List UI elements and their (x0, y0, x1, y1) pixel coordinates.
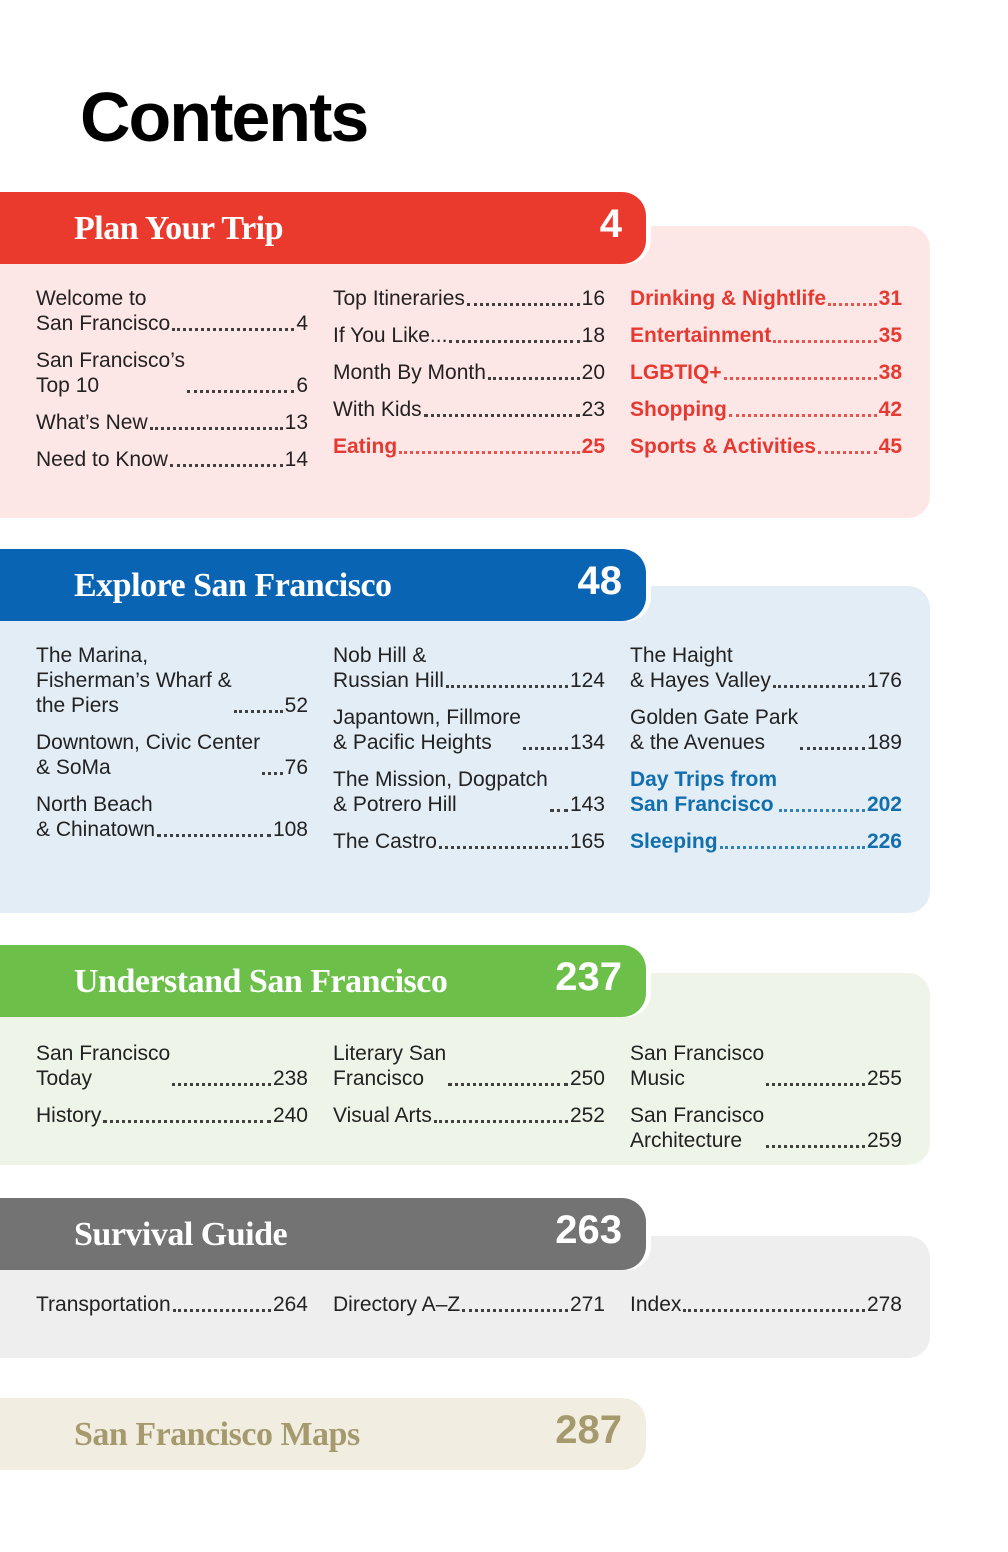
toc-entry-page: 14 (284, 448, 308, 471)
section-title: San Francisco Maps (74, 1416, 360, 1453)
toc-entry-title: LGBTIQ+ (630, 361, 722, 384)
dot-leader (448, 1083, 568, 1086)
dot-leader (523, 747, 568, 750)
section-page-number: 287 (555, 1408, 622, 1452)
dot-leader (720, 846, 865, 849)
dot-leader (773, 685, 865, 688)
toc-column (333, 1041, 605, 1140)
section-survival-guide (0, 1198, 1008, 1363)
dot-leader (434, 1120, 568, 1123)
toc-entry[interactable] (630, 1292, 902, 1317)
toc-entry[interactable] (333, 323, 605, 348)
toc-entry[interactable] (36, 447, 308, 472)
dot-leader (399, 451, 579, 454)
section-page-number: 48 (577, 559, 622, 603)
toc-entry[interactable] (36, 286, 308, 336)
toc-entry-page: 255 (866, 1067, 902, 1090)
dot-leader (187, 390, 294, 393)
section-header[interactable] (0, 192, 646, 264)
toc-entry-title: Downtown, Civic Center & SoMa (36, 731, 261, 779)
dot-leader (170, 464, 283, 467)
toc-entry-title: Eating (333, 435, 398, 458)
section-title: Survival Guide (74, 1216, 288, 1253)
section-title: Plan Your Trip (74, 210, 284, 247)
dot-leader (462, 1309, 568, 1312)
dot-leader (449, 340, 579, 343)
toc-entry[interactable] (333, 286, 605, 311)
section-san-francisco-maps (0, 1398, 1008, 1470)
toc-entry-title: History (36, 1104, 102, 1127)
toc-entry-title: Top Itineraries (333, 287, 465, 310)
dot-leader (172, 1083, 271, 1086)
toc-entry-title: Visual Arts (333, 1104, 432, 1127)
toc-entry[interactable] (36, 1292, 308, 1317)
toc-entry-title: Japantown, Fillmore & Pacific Heights (333, 706, 521, 754)
toc-entry-page: 6 (296, 374, 308, 397)
toc-entry-title: Literary San Francisco (333, 1042, 447, 1090)
toc-entry-title: The Marina, Fisherman’s Wharf & the Piers (36, 644, 232, 717)
toc-entry-page: 20 (581, 361, 605, 384)
toc-column (333, 1292, 605, 1329)
toc-entry-page: 240 (272, 1104, 308, 1127)
toc-entry-title: Shopping (630, 398, 727, 421)
toc-entry[interactable] (630, 434, 902, 459)
dot-leader (773, 340, 876, 343)
dot-leader (766, 1083, 865, 1086)
toc-entry-page: 35 (878, 324, 902, 347)
toc-entry[interactable] (333, 397, 605, 422)
section-title: Understand San Francisco (74, 963, 448, 1000)
toc-entry-page: 252 (569, 1104, 605, 1127)
toc-entry-title: North Beach & Chinatown (36, 793, 156, 841)
toc-entry-page: 226 (866, 830, 902, 853)
toc-entry-page: 271 (569, 1293, 605, 1316)
dot-leader (262, 772, 283, 775)
toc-column (36, 643, 308, 854)
toc-entry[interactable] (630, 286, 902, 311)
toc-entry-page: 76 (284, 756, 308, 779)
toc-entry-page: 13 (284, 411, 308, 434)
toc-column (333, 643, 605, 866)
toc-entry[interactable] (630, 829, 902, 854)
toc-entry-page: 25 (581, 435, 605, 458)
toc-entry[interactable] (333, 360, 605, 385)
section-header[interactable] (0, 549, 646, 621)
toc-entry[interactable] (36, 643, 308, 718)
dot-leader (467, 303, 580, 306)
toc-entry[interactable] (630, 397, 902, 422)
dot-leader (424, 414, 580, 417)
toc-entry-title: Entertainment (630, 324, 772, 347)
toc-entry-title: Need to Know (36, 448, 168, 471)
toc-entry-page: 250 (569, 1067, 605, 1090)
toc-entry-page: 165 (569, 830, 605, 853)
toc-entry-page: 38 (878, 361, 902, 384)
toc-entry-page: 124 (569, 669, 605, 692)
toc-entry[interactable] (333, 1041, 605, 1091)
toc-entry-title: Sleeping (630, 830, 718, 853)
section-header[interactable] (0, 1198, 646, 1270)
toc-entry[interactable] (333, 1292, 605, 1317)
section-explore-san-francisco (0, 549, 1008, 919)
toc-entry-page: 134 (569, 731, 605, 754)
dot-leader (172, 328, 294, 331)
dot-leader (800, 747, 865, 750)
toc-entry[interactable] (36, 730, 308, 780)
section-plan-your-trip (0, 192, 1008, 522)
toc-entry[interactable] (333, 829, 605, 854)
section-understand-san-francisco (0, 945, 1008, 1170)
toc-column (36, 286, 308, 484)
toc-entry[interactable] (333, 767, 605, 817)
dot-leader (157, 834, 271, 837)
section-page-number: 263 (555, 1208, 622, 1252)
toc-entry[interactable] (36, 410, 308, 435)
toc-entry-page: 16 (581, 287, 605, 310)
toc-entry-title: Welcome to San Francisco (36, 287, 171, 335)
section-title: Explore San Francisco (74, 567, 392, 604)
toc-column (630, 643, 902, 866)
toc-entry-page: 45 (878, 435, 902, 458)
dot-leader (103, 1120, 271, 1123)
toc-entry[interactable] (36, 1041, 308, 1091)
toc-column (36, 1292, 308, 1329)
toc-entry-page: 189 (866, 731, 902, 754)
toc-entry-title: With Kids (333, 398, 422, 421)
toc-entry-title: The Castro (333, 830, 437, 853)
toc-entry[interactable] (630, 323, 902, 348)
toc-entry-title: San Francisco’s Top 10 (36, 349, 186, 397)
toc-entry-page: 143 (569, 793, 605, 816)
dot-leader (150, 427, 283, 430)
toc-entry-page: 52 (284, 694, 308, 717)
toc-column (333, 286, 605, 471)
toc-entry[interactable] (36, 792, 308, 842)
toc-entry-page: 278 (866, 1293, 902, 1316)
toc-entry-title: Directory A–Z (333, 1293, 461, 1316)
section-page-number: 237 (555, 955, 622, 999)
toc-entry-page: 264 (272, 1293, 308, 1316)
dot-leader (729, 414, 877, 417)
section-header[interactable] (0, 1398, 646, 1470)
dot-leader (724, 377, 877, 380)
dot-leader (173, 1309, 271, 1312)
toc-entry-title: Golden Gate Park & the Avenues (630, 706, 799, 754)
toc-entry-title: Month By Month (333, 361, 486, 384)
toc-entry-page: 108 (272, 818, 308, 841)
toc-entry-title: Day Trips from San Francisco (630, 768, 778, 816)
toc-entry[interactable] (333, 434, 605, 459)
toc-entry-page: 259 (866, 1129, 902, 1152)
toc-entry[interactable] (630, 643, 902, 693)
toc-entry-page: 42 (878, 398, 902, 421)
dot-leader (766, 1145, 865, 1148)
toc-entry-page: 23 (581, 398, 605, 421)
dot-leader (446, 685, 568, 688)
toc-entry-title: Transportation (36, 1293, 171, 1316)
toc-entry-page: 18 (581, 324, 605, 347)
section-page-number: 4 (599, 202, 622, 246)
section-header[interactable] (0, 945, 646, 1017)
dot-leader (439, 846, 568, 849)
page-title: Contents (80, 78, 368, 156)
dot-leader (779, 809, 865, 812)
toc-entry-page: 4 (296, 312, 308, 335)
toc-entry-page: 202 (866, 793, 902, 816)
dot-leader (550, 809, 568, 812)
toc-entry-title: The Mission, Dogpatch & Potrero Hill (333, 768, 548, 816)
toc-column (630, 286, 902, 471)
dot-leader (234, 710, 283, 713)
toc-entry[interactable] (333, 643, 605, 693)
toc-entry-title: San Francisco Today (36, 1042, 171, 1090)
dot-leader (488, 377, 580, 380)
toc-entry-title: Index (630, 1293, 682, 1316)
toc-entry[interactable] (630, 360, 902, 385)
toc-entry[interactable] (630, 705, 902, 755)
toc-entry-page: 176 (866, 669, 902, 692)
toc-entry-title: San Francisco Music (630, 1042, 765, 1090)
toc-entry-title: What’s New (36, 411, 148, 434)
toc-entry-title: Drinking & Nightlife (630, 287, 826, 310)
toc-entry[interactable] (333, 705, 605, 755)
toc-entry-page: 31 (878, 287, 902, 310)
dot-leader (818, 451, 877, 454)
toc-column (630, 1292, 902, 1329)
dot-leader (683, 1309, 865, 1312)
toc-entry-title: The Haight & Hayes Valley (630, 644, 771, 692)
dot-leader (828, 303, 877, 306)
toc-entry[interactable] (630, 1103, 902, 1153)
toc-column (630, 1041, 902, 1165)
toc-entry-page: 238 (272, 1067, 308, 1090)
toc-entry[interactable] (36, 348, 308, 398)
toc-entry[interactable] (630, 1041, 902, 1091)
toc-column (36, 1041, 308, 1140)
toc-entry-title: If You Like... (333, 324, 448, 347)
toc-entry-title: Nob Hill & Russian Hill (333, 644, 444, 692)
toc-entry-title: Sports & Activities (630, 435, 816, 458)
toc-entry[interactable] (333, 1103, 605, 1128)
toc-entry[interactable] (630, 767, 902, 817)
toc-entry[interactable] (36, 1103, 308, 1128)
toc-entry-title: San Francisco Architecture (630, 1104, 765, 1152)
